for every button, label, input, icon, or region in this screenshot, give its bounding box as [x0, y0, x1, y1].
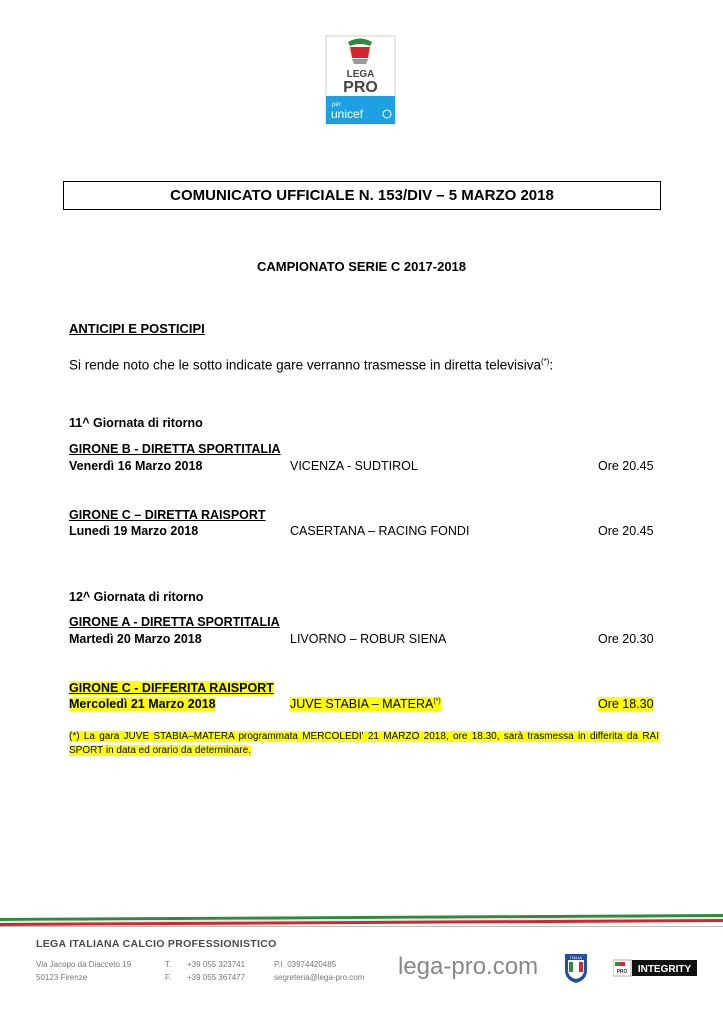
- match-time: Ore 20.30: [598, 632, 654, 646]
- girone-header-highlighted: GIRONE C - DIFFERITA RAISPORT: [69, 681, 274, 695]
- tel-number: +39 055 323741: [187, 960, 246, 969]
- footer-address: [36, 958, 131, 984]
- match-date: Lunedì 19 Marzo 2018: [69, 524, 199, 538]
- match-date-highlighted: Mercoledì 21 Marzo 2018: [69, 697, 216, 711]
- footnote: [69, 730, 659, 758]
- match-teams: LIVORNO – ROBUR SIENA: [290, 632, 447, 646]
- footer-organization: LEGA ITALIANA CALCIO PROFESSIONISTICO: [36, 938, 277, 950]
- footer-contacts: [274, 958, 364, 984]
- match-footnote-marker: (*): [433, 697, 441, 705]
- footnote-text: (*) La gara JUVE STABIA–MATERA programmata MERCOLEDI' 21 MARZO 2018, ore 18.30, sarà trasmessa in differita da RAI SPORT in data ed orario da determinare.: [69, 731, 659, 756]
- intro-body: Si rende noto che le sotto indicate gare verranno trasmesse in diretta televisiva: [69, 357, 542, 373]
- figc-label: ITALIA: [570, 955, 582, 960]
- match-date: Martedì 20 Marzo 2018: [69, 632, 202, 646]
- email-link[interactable]: segreteria@lega-pro.com: [274, 973, 365, 982]
- round-label: 12^ Giornata di ritorno: [69, 590, 204, 604]
- match-date: Venerdì 16 Marzo 2018: [69, 459, 203, 473]
- intro-text: [69, 357, 553, 373]
- match-time: Ore 20.45: [598, 524, 654, 538]
- figc-crest-icon: [563, 950, 589, 984]
- tricolor-stripe: [0, 912, 723, 928]
- girone-header: GIRONE B - DIRETTA SPORTITALIA: [69, 442, 281, 456]
- girone-header: GIRONE A - DIRETTA SPORTITALIA: [69, 615, 280, 629]
- website-link[interactable]: lega-pro.com: [398, 953, 539, 980]
- address-line: 50123 Firenze: [36, 973, 88, 982]
- intro-footnote-marker: (*): [541, 357, 550, 366]
- section-title: ANTICIPI E POSTICIPI: [69, 321, 205, 336]
- lega-pro-logo: [322, 30, 399, 128]
- logo-lega-text: LEGA: [346, 69, 375, 80]
- match-teams: CASERTANA – RACING FONDI: [290, 524, 470, 538]
- footer-phones: [187, 958, 245, 984]
- logo-pro-text: PRO: [343, 79, 378, 96]
- intro-end: :: [549, 357, 554, 373]
- integrity-text: INTEGRITY: [637, 964, 692, 975]
- match-time-highlighted: Ore 18.30: [598, 697, 654, 711]
- integrity-logo: [613, 958, 697, 978]
- match-teams-text: JUVE STABIA – MATERA: [290, 697, 434, 711]
- match-teams-highlighted: [290, 697, 441, 711]
- championship-title: CAMPIONATO SERIE C 2017-2018: [256, 259, 467, 274]
- address-line: Via Jacopo da Diacceto 19: [36, 960, 132, 969]
- vat-number: P.I. 03974420485: [274, 960, 337, 969]
- logo-unicef-text: unicef: [331, 107, 364, 121]
- communique-title-box: [63, 181, 661, 210]
- logo-per-text: per: [332, 102, 341, 108]
- match-time: Ore 20.45: [598, 459, 654, 473]
- round-label: 11^ Giornata di ritorno: [69, 416, 203, 430]
- communique-title: COMUNICATO UFFICIALE N. 153/DIV – 5 MARZO 2018: [170, 187, 554, 204]
- girone-header: GIRONE C – DIRETTA RAISPORT: [69, 508, 266, 522]
- footer-phone-labels: [165, 958, 171, 984]
- integrity-pro-text: PRO: [616, 969, 628, 975]
- fax-number: +39 055 367477: [187, 973, 246, 982]
- tel-label: T.: [165, 960, 172, 969]
- fax-label: F.: [165, 973, 172, 982]
- match-teams: VICENZA - SUDTIROL: [290, 459, 418, 473]
